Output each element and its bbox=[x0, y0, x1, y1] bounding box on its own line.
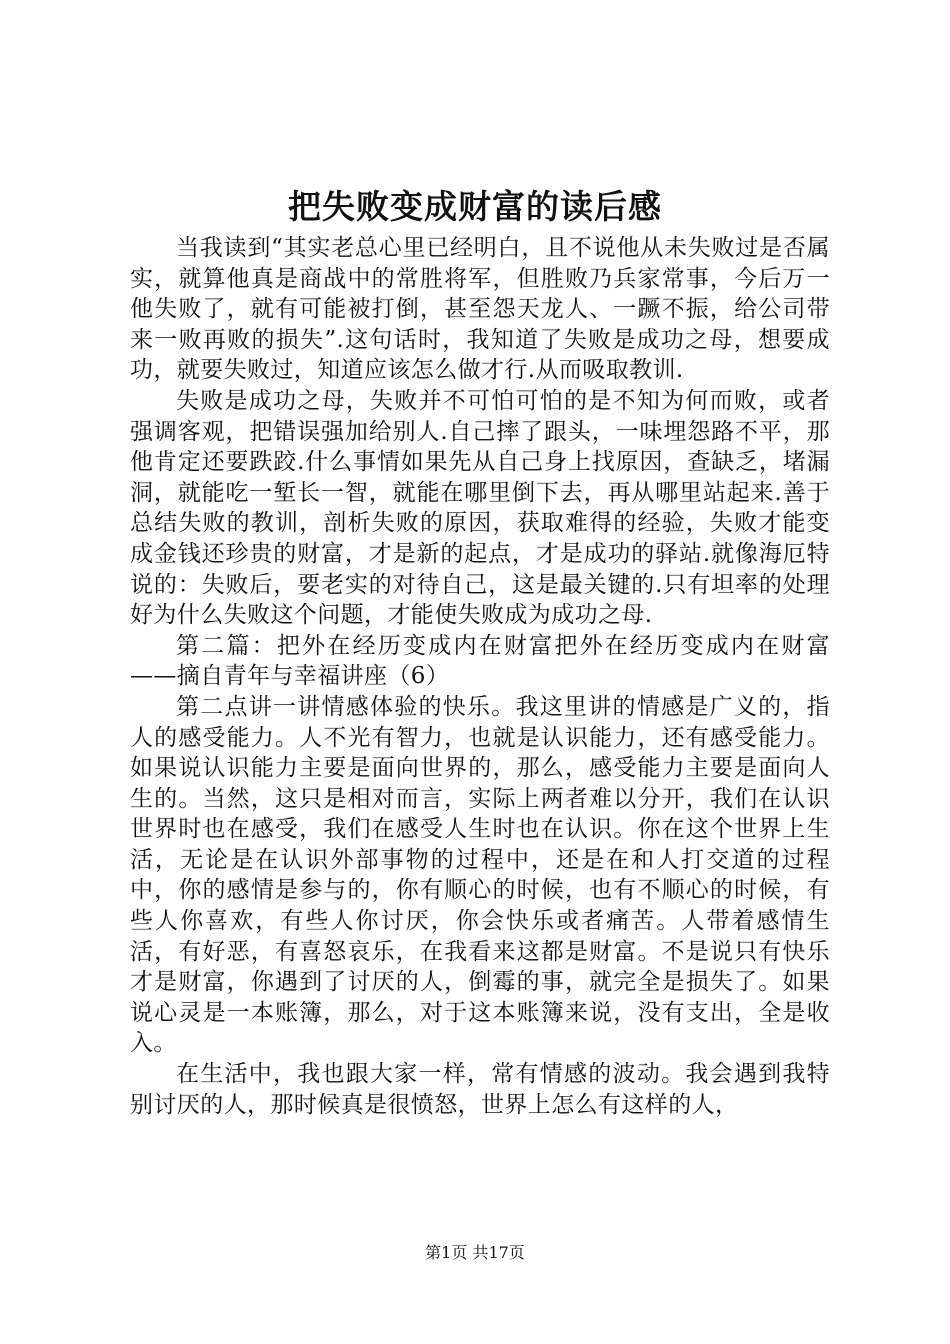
paragraph-4: 第二点讲一讲情感体验的快乐。我这里讲的情感是广义的，指人的感受能力。人不光有智力，也就是认识能力，还有感受能力。如果说认识能力主要是面向世界的，那么，感受能力主要是面向人生的。当然，这只是相对而言，实际上两者难以分开，我们在认识世界时也在感受，我们在感受人生时也在认识。你在这个世界上生活，无论是在认识外部事物的过程中，还是在和人打交道的过程中，你的感情是参与的，你有顺心的时候，也有不顺心的时候，有些人你喜欢，有些人你讨厌，你会快乐或者痛苦。人带着感情生活，有好恶，有喜怒哀乐，在我看来这都是财富。不是说只有快乐才是财富，你遇到了讨厌的人，倒霉的事，就完全是损失了。如果说心灵是一本账簿，那么，对于这本账簿来说，没有支出，全是收入。 bbox=[130, 693, 830, 1057]
document-body bbox=[130, 233, 830, 1120]
paragraph-5: 在生活中，我也跟大家一样，常有情感的波动。我会遇到我特别讨厌的人，那时候真是很愤怒，世界上怎么有这样的人， bbox=[130, 1061, 830, 1118]
page-number-footer: 第1页 共17页 bbox=[425, 1243, 525, 1262]
paragraph-1: 当我读到“其实老总心里已经明白，且不说他从未失败过是否属实，就算他真是商战中的常胜将军，但胜败乃兵家常事，今后万一他失败了，就有可能被打倒，甚至怨天龙人、一蹶不振，给公司带来一败再败的损失”.这句话时，我知道了失败是成功之母，想要成功，就要失败过，知道应该怎么做才行.从而吸取教训. bbox=[130, 235, 830, 384]
document-title: 把失败变成财富的读后感 bbox=[288, 187, 662, 226]
paragraph-3-section-heading: 第二篇：把外在经历变成内在财富把外在经历变成内在财富——摘自青年与幸福讲座（6） bbox=[130, 632, 830, 690]
paragraph-2: 失败是成功之母，失败并不可怕可怕的是不知为何而败，或者强调客观，把错误强加给别人.自己摔了跟头，一味埋怨路不平，那他肯定还要跌跤.什么事情如果先从自己身上找原因，查缺乏，堵漏洞，就能吃一堑长一智，就能在哪里倒下去，再从哪里站起来.善于总结失败的教训，剖析失败的原因，获取难得的经验，失败才能变成金钱还珍贵的财富，才是新的起点，才是成功的驿站.就像海厄特说的：失败后，要老实的对待自己，这是最关键的.只有坦率的处理好为什么失败这个问题，才能使失败成为成功之母. bbox=[130, 387, 830, 629]
